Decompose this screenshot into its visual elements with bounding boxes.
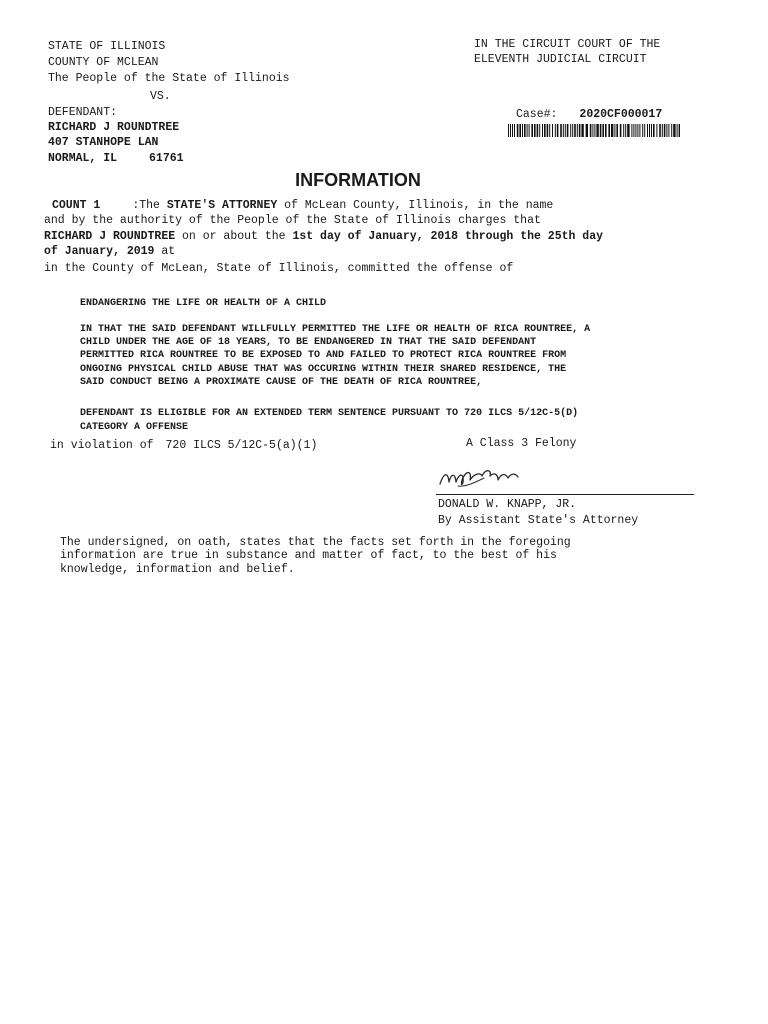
- oath-line-3: knowledge, information and belief.: [60, 563, 295, 576]
- offense-desc-4: ONGOING PHYSICAL CHILD ABUSE THAT WAS OCCURING WITHIN THEIR SHARED RESIDENCE, THE: [80, 364, 567, 375]
- case-label: Case#:: [516, 108, 558, 121]
- offense-desc-5: SAID CONDUCT BEING A PROXIMATE CAUSE OF THE DEATH OF RICA ROUNTREE,: [80, 377, 483, 388]
- oath-line-2: information are true in substance and matter of fact, to the best of his: [60, 549, 557, 562]
- header-county: COUNTY OF MCLEAN: [48, 56, 159, 69]
- header-versus: VS.: [150, 90, 171, 103]
- document-title: INFORMATION: [295, 170, 421, 190]
- count-date-range: 1st day of January, 2018 through the 25th day: [292, 230, 604, 243]
- count-line3-mid: on or about the: [175, 230, 293, 243]
- count-line-4: [44, 244, 175, 260]
- header-people: The People of the State of Illinois: [48, 72, 290, 85]
- court-circuit: ELEVENTH JUDICIAL CIRCUIT: [474, 53, 647, 66]
- states-attorney-text: STATE'S ATTORNEY: [166, 199, 278, 212]
- eligibility-line-2: CATEGORY A OFFENSE: [80, 422, 189, 433]
- offense-desc-2: CHILD UNDER THE AGE OF 18 YEARS, TO BE ENDANGERED IN THAT THE SAID DEFENDANT: [80, 337, 537, 348]
- court-name: IN THE CIRCUIT COURT OF THE: [474, 38, 661, 51]
- defendant-city-line: [48, 151, 184, 167]
- violation-line: [50, 438, 317, 454]
- defendant-street: 407 STANHOPE LAN: [48, 136, 159, 149]
- felony-class: A Class 3 Felony: [466, 437, 577, 450]
- case-barcode-icon: [508, 124, 680, 137]
- signature-icon: [436, 458, 536, 492]
- count-line-2: and by the authority of the People of the State of Illinois charges that: [44, 214, 541, 227]
- offense-desc-3: PERMITTED RICA ROUNTREE TO BE EXPOSED TO AND FAILED TO PROTECT RICA ROUNTREE FROM: [80, 350, 567, 361]
- count-line1-post: of McLean County, Illinois, in the name: [277, 199, 554, 212]
- case-number: 2020CF000017: [579, 108, 663, 121]
- count-label: COUNT 1: [52, 199, 101, 212]
- violation-statute: 720 ILCS 5/12C-5(a)(1): [165, 439, 318, 452]
- defendant-zip: 61761: [149, 152, 184, 165]
- offense-title: ENDANGERING THE LIFE OR HEALTH OF A CHILD: [80, 298, 327, 309]
- violation-label: in violation of: [50, 439, 154, 452]
- count-line-5: in the County of McLean, State of Illinois, committed the offense of: [44, 262, 514, 275]
- count-line4-post: at: [154, 245, 176, 258]
- offense-desc-1: IN THAT THE SAID DEFENDANT WILLFULLY PERMITTED THE LIFE OR HEALTH OF RICA ROUNTREE, A: [80, 324, 591, 335]
- oath-line-1: The undersigned, on oath, states that the facts set forth in the foregoing: [60, 536, 571, 549]
- count-line-1: [52, 198, 553, 214]
- signer-name: DONALD W. KNAPP, JR.: [438, 498, 577, 511]
- signature-line: [436, 494, 694, 495]
- count-line-3: [44, 229, 603, 245]
- count-defendant-name: RICHARD J ROUNDTREE: [44, 230, 176, 243]
- header-state: STATE OF ILLINOIS: [48, 40, 166, 53]
- signer-title: By Assistant State's Attorney: [438, 514, 639, 527]
- count-line1-pre: :The: [132, 199, 167, 212]
- case-line: [516, 107, 662, 123]
- eligibility-line-1: DEFENDANT IS ELIGIBLE FOR AN EXTENDED TERM SENTENCE PURSUANT TO 720 ILCS 5/12C-5(D): [80, 408, 579, 419]
- defendant-name: RICHARD J ROUNDTREE: [48, 121, 180, 134]
- count-date-end: of January, 2019: [44, 245, 155, 258]
- defendant-city: NORMAL, IL: [48, 152, 118, 165]
- defendant-label: DEFENDANT:: [48, 106, 118, 119]
